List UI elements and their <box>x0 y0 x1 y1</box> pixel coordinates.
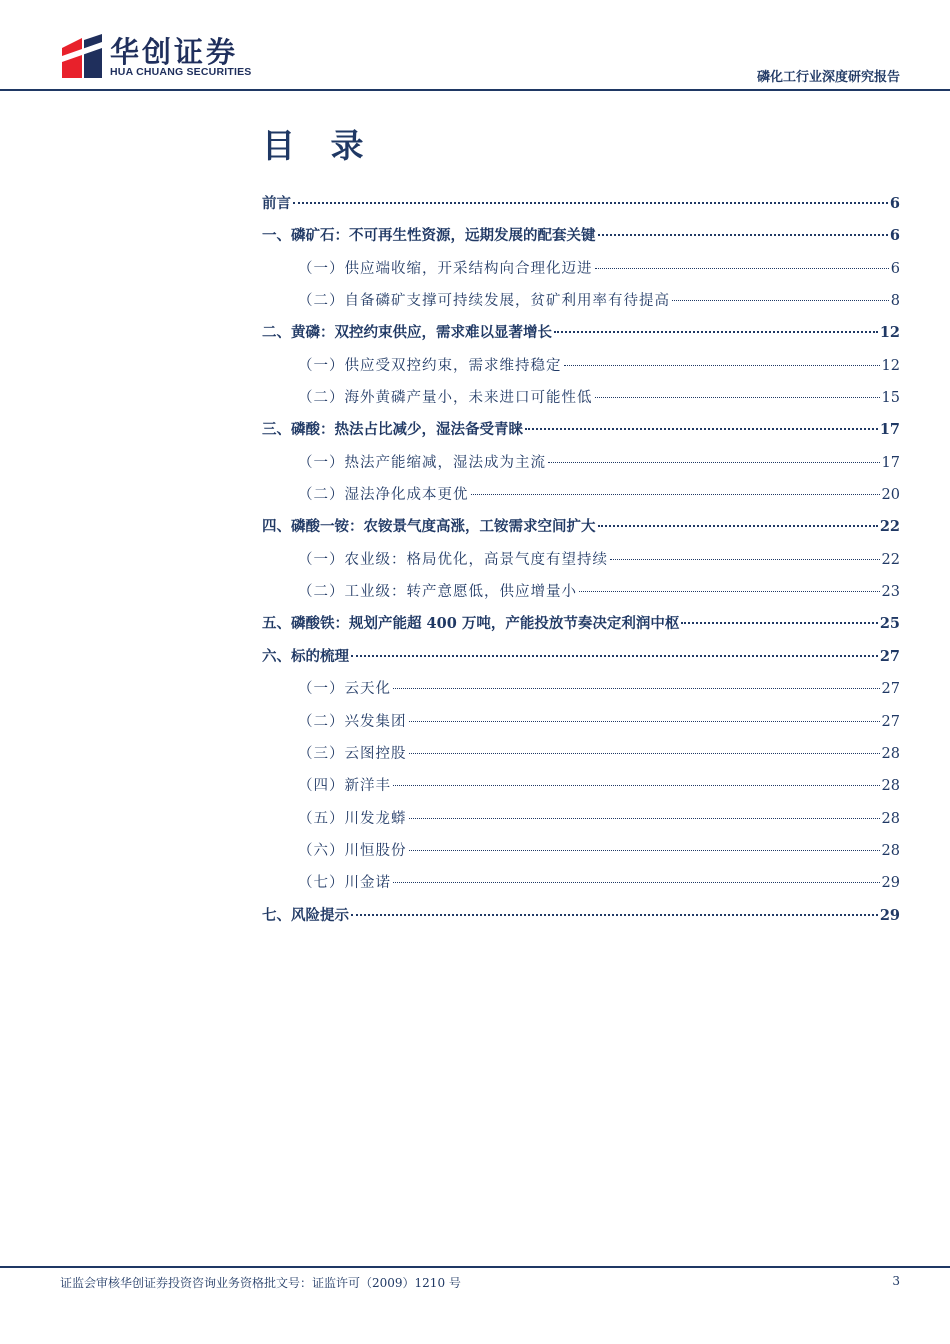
company-name-cn: 华创证券 <box>110 35 239 69</box>
toc-entry-page: 15 <box>881 390 900 407</box>
footer-divider <box>0 1266 950 1268</box>
toc-entry[interactable] <box>262 188 900 220</box>
toc-entry[interactable] <box>262 770 900 802</box>
toc-dot-leader <box>393 688 880 689</box>
toc-dot-leader <box>393 785 880 786</box>
toc-entry-page: 22 <box>879 518 900 536</box>
toc-entry-page: 20 <box>881 487 900 504</box>
toc-entry[interactable] <box>262 447 900 479</box>
company-name-en: HUA CHUANG SECURITIES <box>110 66 252 78</box>
toc-entry-label: （四）新洋丰 <box>298 778 391 795</box>
toc-entry-label: （六）川恒股份 <box>298 842 407 859</box>
toc-entry-label: （三）云图控股 <box>298 745 407 762</box>
page-number: 3 <box>892 1274 900 1288</box>
toc-entry-page: 25 <box>879 615 900 633</box>
toc-entry-label: （五）川发龙蟒 <box>298 810 407 827</box>
toc-entry-label: （二）工业级：转产意愿低，供应增量小 <box>298 584 577 601</box>
toc-entry-label: 三、磷酸：热法占比减少，湿法备受青睐 <box>262 421 523 439</box>
toc-dot-leader <box>525 428 878 430</box>
toc-heading: 目 录 <box>262 126 376 165</box>
toc-dot-leader <box>351 655 878 657</box>
toc-dot-leader <box>409 721 880 722</box>
toc-entry[interactable] <box>262 738 900 770</box>
toc-entry-label: 六、标的梳理 <box>262 647 349 665</box>
toc-dot-leader <box>471 494 880 495</box>
toc-entry-label: （一）云天化 <box>298 681 391 698</box>
toc-dot-leader <box>409 818 880 819</box>
toc-entry[interactable] <box>262 414 900 446</box>
page-header <box>0 0 950 96</box>
toc-entry[interactable] <box>262 576 900 608</box>
toc-entry-page: 12 <box>881 357 900 374</box>
toc-entry-label: 四、磷酸一铵：农铵景气度高涨，工铵需求空间扩大 <box>262 518 596 536</box>
toc-entry-page: 28 <box>881 778 900 795</box>
toc-entry[interactable] <box>262 900 900 932</box>
toc-dot-leader <box>393 882 880 883</box>
toc-entry-page: 17 <box>881 454 900 471</box>
toc-entry-page: 12 <box>879 324 900 342</box>
toc-dot-leader <box>564 365 880 366</box>
toc-entry-page: 17 <box>879 421 900 439</box>
toc-dot-leader <box>610 559 880 560</box>
toc-dot-leader <box>409 850 880 851</box>
toc-entry[interactable] <box>262 285 900 317</box>
toc-dot-leader <box>598 525 878 527</box>
toc-entry-page: 28 <box>881 842 900 859</box>
toc-entry-label: 一、磷矿石：不可再生性资源，远期发展的配套关键 <box>262 227 596 245</box>
toc-dot-leader <box>595 397 880 398</box>
toc-entry[interactable] <box>262 544 900 576</box>
toc-dot-leader <box>554 331 878 333</box>
toc-entry-label: （一）供应受双控约束，需求维持稳定 <box>298 357 562 374</box>
toc-entry-label: （七）川金诺 <box>298 875 391 892</box>
toc-dot-leader <box>681 622 877 624</box>
toc-entry-label: 前言 <box>262 195 291 212</box>
toc-entry-page: 22 <box>881 551 900 568</box>
toc-entry[interactable] <box>262 706 900 738</box>
toc-entry[interactable] <box>262 382 900 414</box>
footer-license: 证监会审核华创证券投资咨询业务资格批文号：证监许可（2009）1210 号 <box>60 1276 461 1290</box>
toc-dot-leader <box>351 914 878 916</box>
report-title: 磷化工行业深度研究报告 <box>756 70 900 85</box>
toc-entry-page: 23 <box>881 584 900 601</box>
toc-entry-label: （一）农业级：格局优化，高景气度有望持续 <box>298 551 608 568</box>
toc-entry-label: （二）兴发集团 <box>298 713 407 730</box>
toc-dot-leader <box>548 462 880 463</box>
toc-dot-leader <box>293 202 888 204</box>
toc-entry[interactable] <box>262 220 900 252</box>
table-of-contents <box>262 188 900 932</box>
toc-entry[interactable] <box>262 835 900 867</box>
header-divider <box>0 89 950 91</box>
toc-entry-page: 29 <box>879 906 900 924</box>
toc-entry-page: 27 <box>881 713 900 730</box>
toc-entry-label: （二）自备磷矿支撑可持续发展，贫矿利用率有待提高 <box>298 293 670 310</box>
toc-entry-label: 五、磷酸铁：规划产能超 400 万吨，产能投放节奏决定利润中枢 <box>262 615 680 633</box>
toc-entry-page: 6 <box>890 260 900 277</box>
toc-entry-page: 28 <box>881 745 900 762</box>
toc-entry-label: （一）热法产能缩减，湿法成为主流 <box>298 454 546 471</box>
toc-entry-page: 8 <box>890 293 900 310</box>
toc-entry[interactable] <box>262 317 900 349</box>
toc-entry[interactable] <box>262 253 900 285</box>
toc-entry-label: （一）供应端收缩，开采结构向合理化迈进 <box>298 260 593 277</box>
toc-entry-page: 6 <box>889 195 900 212</box>
company-logo-icon <box>60 34 104 78</box>
toc-entry-label: 二、黄磷：双控约束供应，需求难以显著增长 <box>262 324 552 342</box>
toc-entry-page: 28 <box>881 810 900 827</box>
toc-entry[interactable] <box>262 608 900 640</box>
toc-entry[interactable] <box>262 350 900 382</box>
toc-entry-page: 29 <box>881 875 900 892</box>
toc-entry-label: （二）海外黄磷产量小，未来进口可能性低 <box>298 390 593 407</box>
toc-dot-leader <box>672 300 889 301</box>
toc-entry[interactable] <box>262 511 900 543</box>
toc-entry-label: 七、风险提示 <box>262 906 349 924</box>
toc-entry-page: 27 <box>879 647 900 665</box>
toc-dot-leader <box>579 591 880 592</box>
toc-entry[interactable] <box>262 803 900 835</box>
toc-dot-leader <box>409 753 880 754</box>
toc-entry[interactable] <box>262 641 900 673</box>
toc-entry-label: （二）湿法净化成本更优 <box>298 487 469 504</box>
toc-entry[interactable] <box>262 867 900 899</box>
toc-dot-leader <box>598 234 888 236</box>
toc-entry[interactable] <box>262 673 900 705</box>
toc-entry-page: 27 <box>881 681 900 698</box>
toc-entry[interactable] <box>262 479 900 511</box>
toc-dot-leader <box>595 268 889 269</box>
toc-entry-page: 6 <box>889 227 900 245</box>
